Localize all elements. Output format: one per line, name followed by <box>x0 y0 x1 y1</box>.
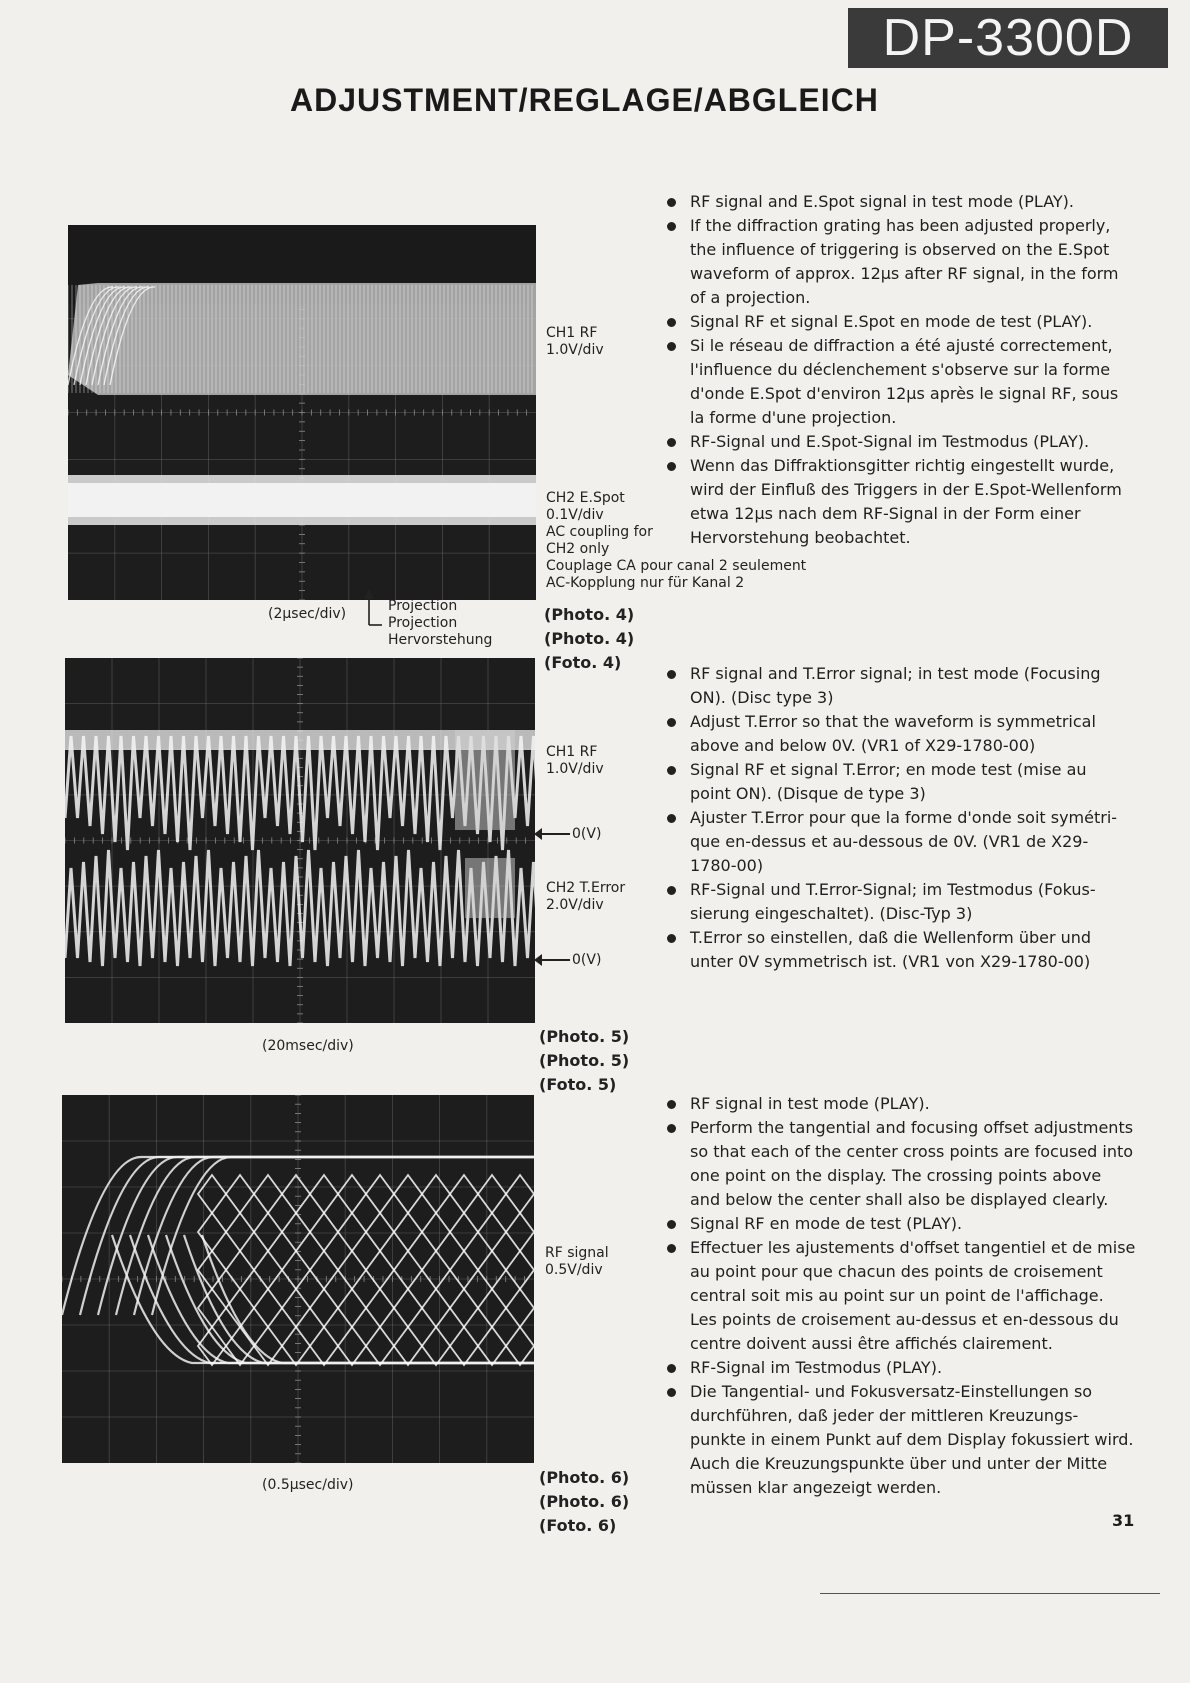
bullet-text-line: wird der Einfluß des Triggers in der E.Spot-Wellenform <box>690 480 1122 499</box>
bullet-dot-icon <box>667 670 676 679</box>
bullet-text-line: Wenn das Diffraktionsgitter richtig eingestellt wurde, <box>690 456 1115 475</box>
bullet-dot-icon <box>667 1364 676 1373</box>
scope-grid <box>62 1095 534 1463</box>
bullet-text-line: the influence of triggering is observed on the E.Spot <box>690 240 1110 259</box>
bullet-list-photo-4 <box>666 190 1122 550</box>
bullet-item <box>666 214 1122 310</box>
oscilloscope-photo-4 <box>68 225 536 600</box>
bullet-text-line: RF-Signal und E.Spot-Signal im Testmodus (PLAY). <box>690 432 1090 451</box>
bullet-text-line: Adjust T.Error so that the waveform is symmetrical <box>690 712 1096 731</box>
bullet-text-line: RF signal and T.Error signal; in test mode (Focusing <box>690 664 1101 683</box>
bullet-dot-icon <box>667 886 676 895</box>
bullet-item <box>666 710 1117 758</box>
bullet-text-line: Hervorstehung beobachtet. <box>690 528 911 547</box>
oscilloscope-photo-6 <box>62 1095 534 1463</box>
projection-arrow-icon <box>362 589 384 629</box>
bullet-item <box>666 310 1122 334</box>
bullet-text-line: If the diffraction grating has been adjusted properly, <box>690 216 1111 235</box>
bullet-item <box>666 1356 1135 1380</box>
bullet-dot-icon <box>667 814 676 823</box>
zero-volt-marker: 0(V) <box>540 952 601 968</box>
bullet-text-line: Signal RF et signal T.Error; en mode test (mise au <box>690 760 1087 779</box>
bullet-list-photo-6 <box>666 1092 1135 1500</box>
bullet-item <box>666 1236 1135 1356</box>
bullet-text-line: müssen klar angezeigt werden. <box>690 1478 942 1497</box>
page-number: 31 <box>1112 1511 1135 1530</box>
bullet-item <box>666 878 1117 926</box>
bullet-text-line: la forme d'une projection. <box>690 408 897 427</box>
ch2-terror-label: CH2 T.Error 2.0V/div <box>546 880 626 913</box>
bullet-text-line: above and below 0V. (VR1 of X29-1780-00) <box>690 736 1036 755</box>
bullet-dot-icon <box>667 1244 676 1253</box>
bullet-text-line: punkte in einem Punkt auf dem Display fokussiert wird. <box>690 1430 1134 1449</box>
timebase-label-photo-4: (2μsec/div) <box>268 606 347 622</box>
bullet-text-line: au point pour que chacun des points de croisement <box>690 1262 1103 1281</box>
bullet-text-line: centre doivent aussi être affichés clairement. <box>690 1334 1053 1353</box>
bullet-text-line: que en-dessus et au-dessous de 0V. (VR1 de X29- <box>690 832 1089 851</box>
bullet-item <box>666 662 1117 710</box>
bullet-item <box>666 190 1122 214</box>
scope-grid <box>65 658 535 1023</box>
bullet-item <box>666 926 1117 974</box>
timebase-label-photo-5: (20msec/div) <box>262 1038 354 1054</box>
bullet-text-line: waveform of approx. 12μs after RF signal, in the form <box>690 264 1119 283</box>
bullet-dot-icon <box>667 318 676 327</box>
bullet-item <box>666 454 1122 550</box>
bullet-item <box>666 1212 1135 1236</box>
ch2-espot-label: CH2 E.Spot 0.1V/div AC coupling for CH2 only Couplage CA pour canal 2 seulement AC-Kopplung nur für Kanal 2 <box>546 490 807 591</box>
bullet-text-line: central soit mis au point sur un point de l'affichage. <box>690 1286 1104 1305</box>
page-title: ADJUSTMENT/REGLAGE/ABGLEICH <box>290 82 879 118</box>
bullet-dot-icon <box>667 198 676 207</box>
bullet-dot-icon <box>667 718 676 727</box>
bullet-dot-icon <box>667 462 676 471</box>
oscilloscope-photo-5 <box>65 658 535 1023</box>
ch1-rf-label: CH1 RF 1.0V/div <box>546 325 604 358</box>
photo-5-caption: (Photo. 5) (Photo. 5) (Foto. 5) <box>539 1027 630 1094</box>
bullet-dot-icon <box>667 1220 676 1229</box>
bullet-text-line: Die Tangential- und Fokusversatz-Einstellungen so <box>690 1382 1093 1401</box>
bullet-item <box>666 1092 1135 1116</box>
bullet-item <box>666 806 1117 878</box>
bullet-item <box>666 1380 1135 1500</box>
bullet-item <box>666 334 1122 430</box>
bullet-text-line: of a projection. <box>690 288 811 307</box>
bullet-text-line: Perform the tangential and focusing offset adjustments <box>690 1118 1134 1137</box>
bullet-item <box>666 430 1122 454</box>
bullet-text-line: etwa 12μs nach dem RF-Signal in der Form einer <box>690 504 1081 523</box>
bullet-dot-icon <box>667 766 676 775</box>
arrow-left-icon <box>540 959 570 961</box>
bullet-text-line: one point on the display. The crossing points above <box>690 1166 1102 1185</box>
bullet-text-line: Signal RF en mode de test (PLAY). <box>690 1214 963 1233</box>
bullet-text-line: sierung eingeschaltet). (Disc-Typ 3) <box>690 904 973 923</box>
bullet-text-line: and below the center shall also be displayed clearly. <box>690 1190 1109 1209</box>
bullet-text-line: Signal RF et signal E.Spot en mode de test (PLAY). <box>690 312 1093 331</box>
bullet-item <box>666 758 1117 806</box>
bullet-text-line: durchführen, daß jeder der mittleren Kreuzungs- <box>690 1406 1079 1425</box>
bullet-text-line: 1780-00) <box>690 856 764 875</box>
bullet-text-line: unter 0V symmetrisch ist. (VR1 von X29-1780-00) <box>690 952 1091 971</box>
bullet-dot-icon <box>667 1388 676 1397</box>
bullet-list-photo-5 <box>666 662 1117 974</box>
bullet-dot-icon <box>667 1124 676 1133</box>
photo-4-caption: (Photo. 4) (Photo. 4) (Foto. 4) <box>544 605 635 672</box>
photo-6-caption: (Photo. 6) (Photo. 6) (Foto. 6) <box>539 1468 630 1535</box>
rf-signal-label: RF signal 0.5V/div <box>545 1245 609 1278</box>
bullet-item <box>666 1116 1135 1212</box>
bullet-text-line: ON). (Disc type 3) <box>690 688 834 707</box>
ch1-rf-label: CH1 RF 1.0V/div <box>546 744 604 777</box>
bullet-text-line: d'onde E.Spot d'environ 12μs après le signal RF, sous <box>690 384 1119 403</box>
projection-labels: Projection Projection Hervorstehung <box>388 598 493 648</box>
bullet-text-line: so that each of the center cross points are focused into <box>690 1142 1134 1161</box>
bullet-text-line: Effectuer les ajustements d'offset tangentiel et de mise <box>690 1238 1136 1257</box>
bullet-dot-icon <box>667 1100 676 1109</box>
bullet-text-line: RF signal in test mode (PLAY). <box>690 1094 930 1113</box>
bullet-text-line: l'influence du déclenchement s'observe sur la forme <box>690 360 1111 379</box>
timebase-label-photo-6: (0.5μsec/div) <box>262 1477 354 1493</box>
bullet-text-line: RF-Signal im Testmodus (PLAY). <box>690 1358 943 1377</box>
model-badge: DP-3300D <box>848 8 1168 68</box>
arrow-left-icon <box>540 833 570 835</box>
bullet-text-line: T.Error so einstellen, daß die Wellenform über und <box>690 928 1092 947</box>
bullet-dot-icon <box>667 342 676 351</box>
bullet-text-line: Les points de croisement au-dessus et en-dessous du <box>690 1310 1119 1329</box>
bullet-text-line: Ajuster T.Error pour que la forme d'onde soit symétri- <box>690 808 1118 827</box>
bullet-dot-icon <box>667 438 676 447</box>
bullet-text-line: point ON). (Disque de type 3) <box>690 784 926 803</box>
bullet-text-line: RF-Signal und T.Error-Signal; im Testmodus (Fokus- <box>690 880 1096 899</box>
bullet-dot-icon <box>667 934 676 943</box>
zero-volt-marker: 0(V) <box>540 826 601 842</box>
bullet-text-line: Si le réseau de diffraction a été ajusté correctement, <box>690 336 1113 355</box>
footer-rule <box>820 1593 1160 1594</box>
bullet-text-line: Auch die Kreuzungspunkte über und unter der Mitte <box>690 1454 1108 1473</box>
bullet-text-line: RF signal and E.Spot signal in test mode (PLAY). <box>690 192 1074 211</box>
bullet-dot-icon <box>667 222 676 231</box>
